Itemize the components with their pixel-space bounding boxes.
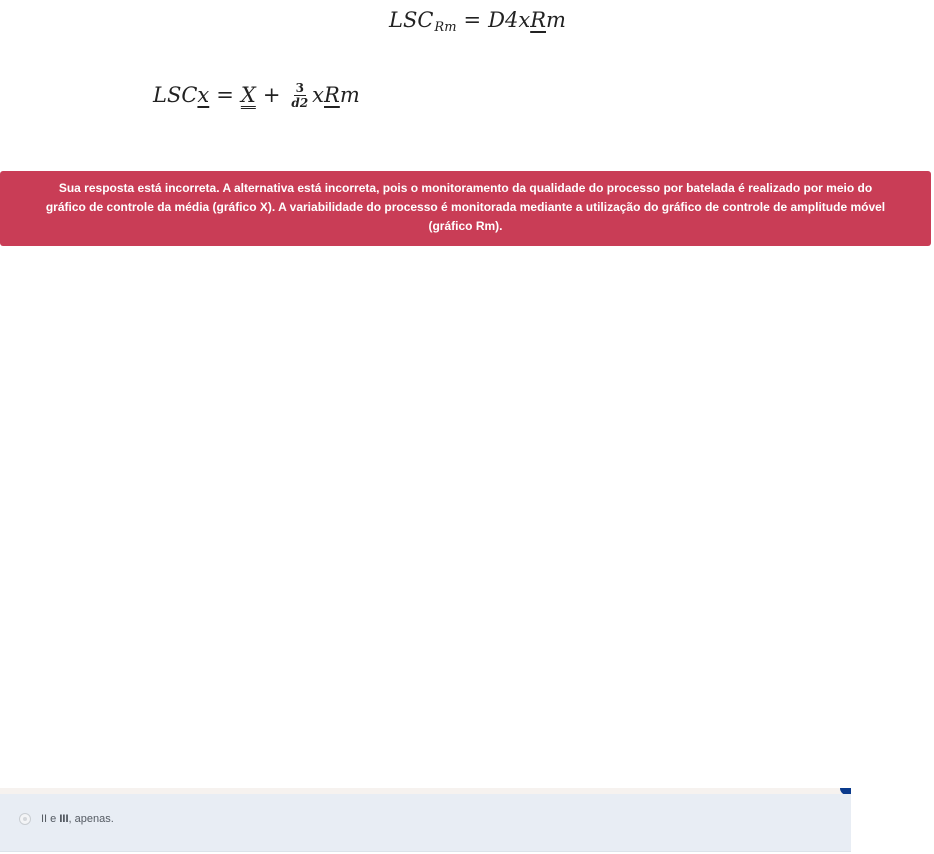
answer-option[interactable] [0, 794, 851, 852]
formula-lhs: LSC [389, 8, 434, 32]
fraction-denominator: d2 [291, 95, 309, 110]
option-label-part: III [59, 813, 69, 825]
formula-fraction [289, 81, 310, 110]
radio-button[interactable] [19, 813, 31, 825]
formula-subscript: Rm [434, 19, 457, 35]
formula-term-underlined: R [324, 83, 340, 107]
formula-lhs: LSC [153, 83, 198, 107]
formula-term: x [312, 83, 325, 107]
formula-lsc-x [153, 72, 360, 118]
fraction-numerator: 3 [295, 80, 304, 95]
formula-x-double-bar: X [240, 83, 256, 107]
option-label [41, 812, 114, 826]
formula-rhs: D4x [488, 8, 531, 32]
incorrect-feedback-banner [0, 171, 931, 246]
feedback-line-2: gráfico de controle da média (gráfico X). A variabilidade do processo é monitorada mediante a utilização do gráfico de controle de amplitude móvel [45, 200, 886, 214]
formula-plus: + [262, 83, 281, 107]
formula-rhs-underlined: R [530, 8, 546, 32]
formula-lsc-rm [389, 2, 566, 38]
option-label-part: , apenas. [68, 813, 114, 825]
formula-equals: = [463, 8, 482, 32]
feedback-line-1: Sua resposta está incorreta. A alternativa está incorreta, pois o monitoramento da qualidade do processo por batelada é realizado por meio do [58, 181, 873, 195]
formula-term-tail: m [339, 83, 360, 107]
formula-equals: = [216, 83, 234, 107]
option-label-part: II [41, 813, 48, 825]
feedback-line-3: (gráfico Rm). [428, 219, 503, 233]
formula-rhs-tail: m [546, 8, 566, 32]
formula-lhs-underlined: x [197, 83, 210, 107]
option-label-part: e [47, 813, 60, 825]
